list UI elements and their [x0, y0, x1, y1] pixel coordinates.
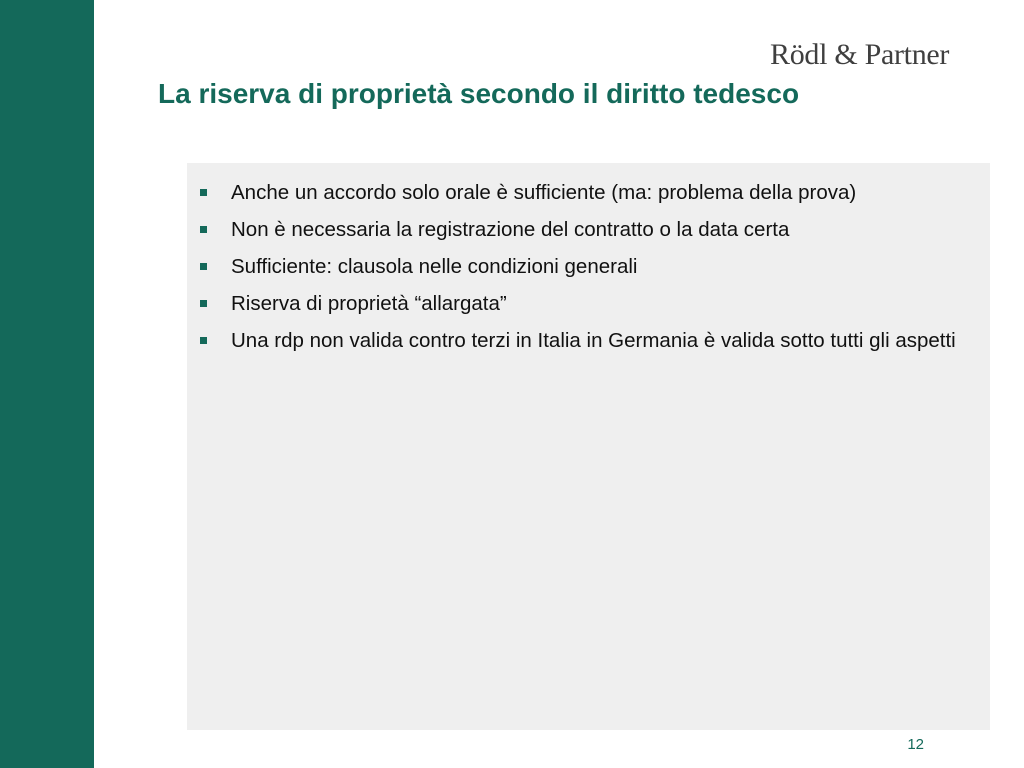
bullet-item — [197, 327, 977, 355]
bullet-item — [197, 179, 977, 207]
bullet-item — [197, 253, 977, 281]
bullet-list — [197, 179, 977, 364]
bullet-text: Riserva di proprietà “allargata” — [231, 292, 507, 315]
bullet-item — [197, 216, 977, 244]
square-bullet-icon — [200, 337, 207, 344]
content-panel — [187, 163, 990, 730]
slide-title: La riserva di proprietà secondo il diritto tedesco — [158, 78, 800, 109]
bullet-text: Anche un accordo solo orale è sufficiente (ma: problema della prova) — [231, 181, 857, 204]
sidebar-band — [0, 0, 94, 768]
bullet-item — [197, 290, 977, 318]
bullet-text: Non è necessaria la registrazione del contratto o la data certa — [231, 218, 790, 241]
square-bullet-icon — [200, 300, 207, 307]
square-bullet-icon — [200, 263, 207, 270]
square-bullet-icon — [200, 189, 207, 196]
square-bullet-icon — [200, 226, 207, 233]
company-logo: Rödl & Partner — [770, 38, 950, 71]
bullet-text: Sufficiente: clausola nelle condizioni generali — [231, 255, 638, 278]
page-number: 12 — [907, 736, 924, 753]
bullet-text: Una rdp non valida contro terzi in Italia in Germania è valida sotto tutti gli aspetti — [231, 329, 956, 352]
